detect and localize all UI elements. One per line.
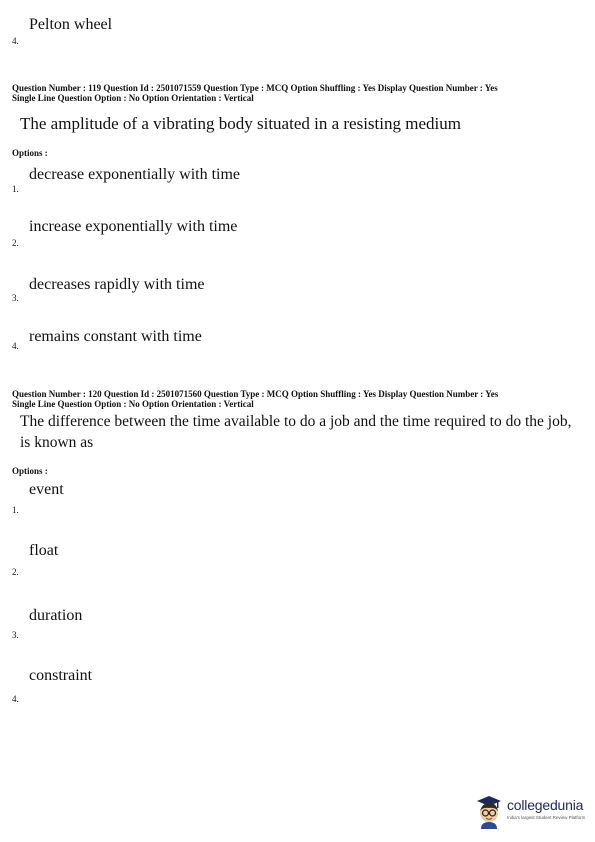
student-mascot-icon — [473, 793, 505, 829]
question-119-option-2-number: 2. — [12, 238, 19, 248]
prev-option-4-number: 4. — [12, 36, 19, 46]
question-120-meta-line-2: Single Line Question Option : No Option Orientation : Vertical — [12, 399, 254, 409]
question-119-option-4-text: remains constant with time — [29, 328, 202, 345]
question-120-option-1-text: event — [29, 481, 64, 498]
question-120-option-2-text: float — [29, 542, 59, 559]
question-120-option-3-number: 3. — [12, 630, 19, 640]
question-119-options-label: Options : — [12, 148, 48, 158]
question-120-text: The difference between the time available to do a job and the time required to do the job, is known as — [20, 413, 572, 451]
question-119-option-2-text: increase exponentially with time — [29, 218, 238, 235]
question-120-option-3-text: duration — [29, 607, 83, 624]
question-119-option-3-text: decreases rapidly with time — [29, 276, 205, 293]
collegedunia-logo — [473, 793, 591, 829]
question-120-option-4-number: 4. — [12, 694, 19, 704]
question-120-option-4-text: constraint — [29, 667, 93, 684]
question-119-meta-line-2: Single Line Question Option : No Option Orientation : Vertical — [12, 93, 254, 103]
question-119-meta-line-1: Question Number : 119 Question Id : 2501071559 Question Type : MCQ Option Shuffling : Yes Display Question Number : Yes — [12, 83, 498, 93]
question-119-option-3-number: 3. — [12, 293, 19, 303]
question-119-option-4-number: 4. — [12, 341, 19, 351]
question-119-option-1-number: 1. — [12, 184, 19, 194]
question-119-option-1-text: decrease exponentially with time — [29, 166, 241, 183]
question-119-text: The amplitude of a vibrating body situated in a resisting medium — [20, 114, 461, 133]
logo-wordmark: collegedunia — [507, 797, 584, 813]
question-120-option-2-number: 2. — [12, 567, 19, 577]
question-120-options-label: Options : — [12, 466, 48, 476]
prev-option-4-text: Pelton wheel — [29, 16, 113, 33]
logo-tagline: India's largest Student Review Platform — [507, 815, 586, 820]
question-120-meta-line-1: Question Number : 120 Question Id : 2501071560 Question Type : MCQ Option Shuffling : Yes Display Question Number : Yes — [12, 389, 499, 399]
question-120-option-1-number: 1. — [12, 505, 19, 515]
